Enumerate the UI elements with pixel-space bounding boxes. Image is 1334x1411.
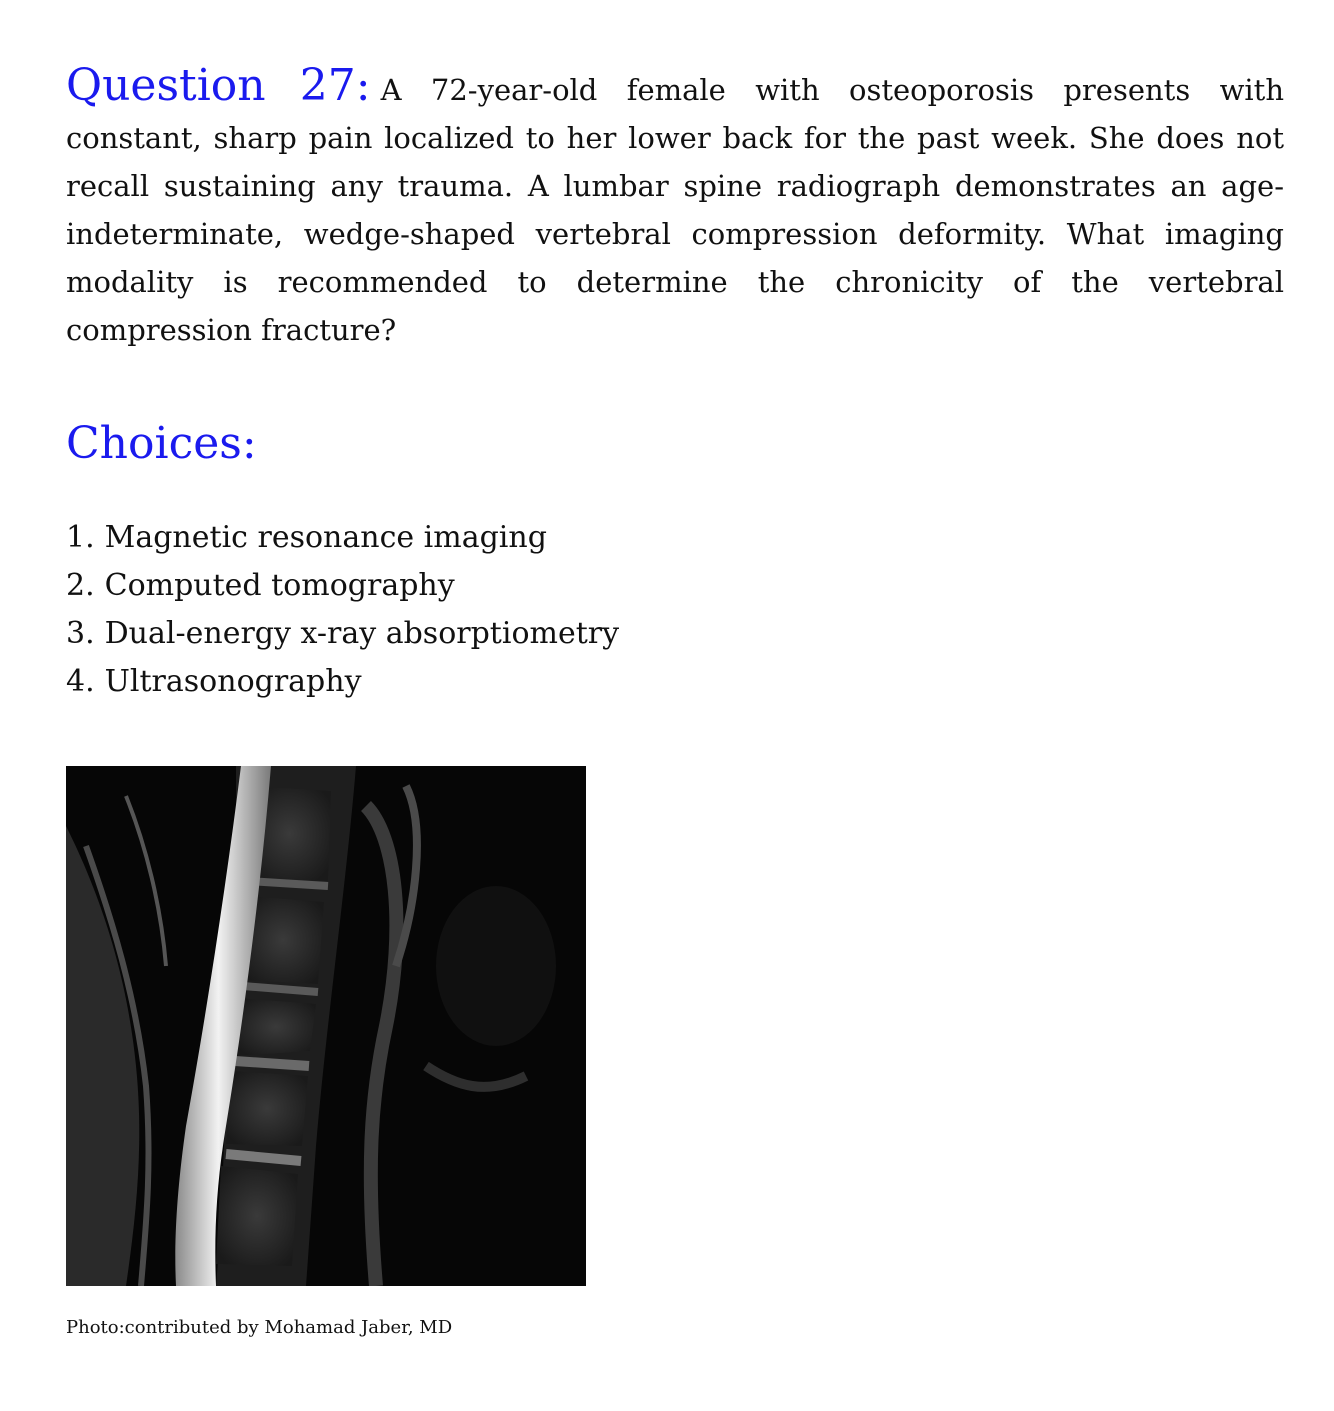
choice-label: Computed tomography xyxy=(104,568,455,603)
choices-heading: Choices: xyxy=(66,418,257,469)
choice-number: 4. xyxy=(66,664,95,699)
choice-item-3 xyxy=(66,610,1284,658)
choice-item-4 xyxy=(66,658,1284,706)
choice-label: Dual-energy x-ray absorptiometry xyxy=(104,616,620,651)
question-page xyxy=(66,62,1284,1340)
choice-label: Magnetic resonance imaging xyxy=(104,520,547,555)
choice-item-2 xyxy=(66,562,1284,610)
question-text: A 72-year-old female with osteoporosis presents with constant, sharp pain localized to her lower back for the past week. She does not recall sustaining any trauma. A lumbar spine radiograph demonstrates an age-indeterminate, wedge-shaped vertebral compression deformity. What imaging modality is recommended to determine the chronicity of the vertebral compression fracture? xyxy=(66,73,1284,347)
choice-number: 1. xyxy=(66,520,95,555)
choice-number: 2. xyxy=(66,568,95,603)
choice-number: 3. xyxy=(66,616,95,651)
choice-item-1 xyxy=(66,514,1284,562)
photo-caption: Photo:contributed by Mohamad Jaber, MD xyxy=(66,1317,453,1338)
question-block xyxy=(66,62,1284,354)
figure xyxy=(66,766,586,1340)
choice-list xyxy=(66,514,1284,706)
spine-mri-image xyxy=(66,766,586,1286)
choice-label: Ultrasonography xyxy=(104,664,362,699)
question-label: Question 27: xyxy=(66,60,371,111)
